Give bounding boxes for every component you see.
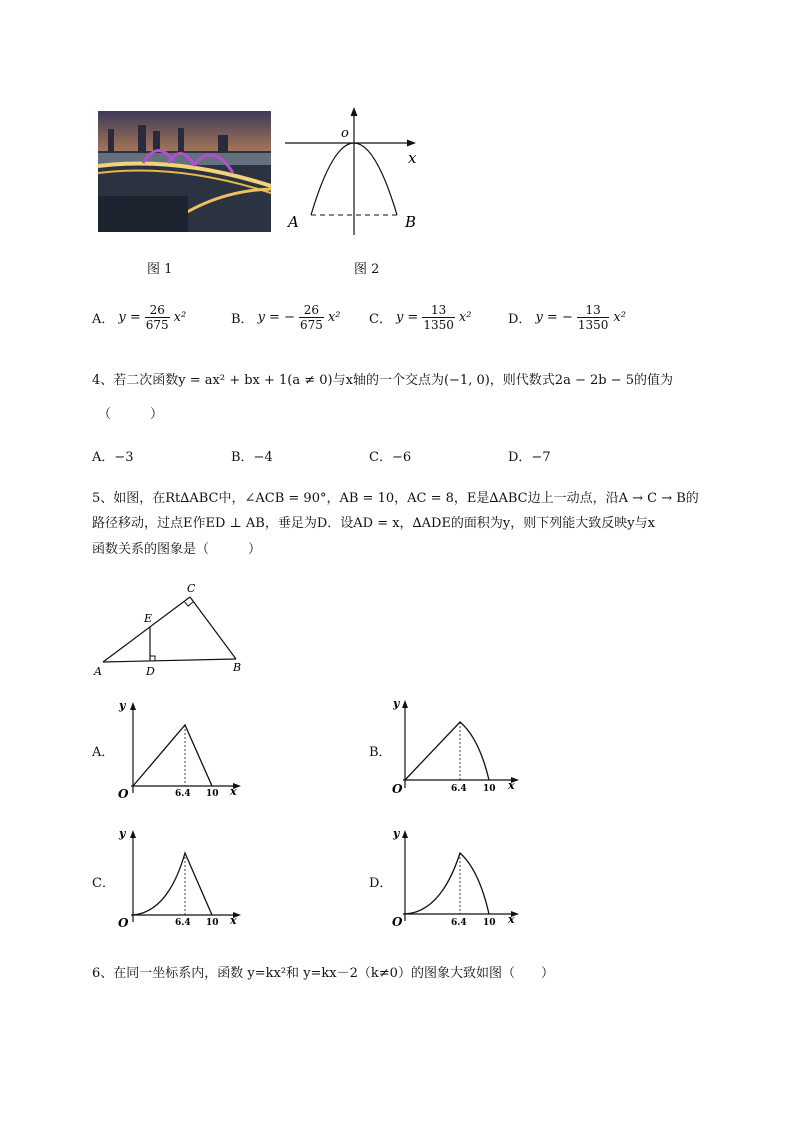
graph-option-c	[113, 826, 243, 928]
option-prefix: y = −	[257, 310, 295, 325]
option-letter: B．	[231, 312, 254, 327]
graph-origin-label: O	[392, 782, 403, 796]
graph-x-label: x	[230, 914, 237, 927]
graph-origin-label: O	[118, 787, 129, 798]
fraction-numerator: 13	[577, 303, 610, 318]
fig2-a-label: A	[288, 213, 299, 231]
parabola-figure	[280, 105, 430, 240]
graph-origin-label: O	[392, 915, 403, 928]
option-letter: D．	[508, 312, 532, 327]
fraction-denominator: 675	[299, 318, 323, 332]
graph-y-label: y	[393, 697, 400, 710]
q4-question-text: 4、若二次函数y = ax² + bx + 1(a ≠ 0)与x轴的一个交点为(−1, 0)，则代数式2a − 2b − 5的值为	[92, 373, 674, 388]
graph-origin-label: O	[118, 916, 129, 928]
fig2-b-label: B	[405, 213, 417, 231]
option-letter: C．	[369, 312, 392, 327]
q5-option-a[interactable]: A．	[92, 745, 115, 760]
fig2-x-label: x	[408, 149, 417, 167]
triangle-label-d: D	[146, 665, 155, 678]
graph-end-label: 10	[206, 918, 219, 928]
graph-x-label: x	[508, 913, 515, 926]
q3-option-d[interactable]	[508, 303, 626, 332]
graph-peak-label: 6.4	[175, 789, 191, 798]
fraction-numerator: 13	[422, 303, 455, 318]
q4-option-b[interactable]: B．−4	[231, 450, 273, 465]
triangle-label-b: B	[233, 661, 242, 674]
q6-question-text: 6、在同一坐标系内，函数 y=kx²和 y=kx－2（k≠0）的图象大致如图（ ）	[92, 966, 554, 981]
option-prefix: y = −	[535, 310, 573, 325]
q3-option-c[interactable]	[369, 303, 471, 332]
graph-option-b	[391, 696, 521, 796]
graph-option-a	[113, 698, 243, 798]
fraction-denominator: 675	[145, 318, 169, 332]
q5-question-line-1: 5、如图，在Rt∆ABC中，∠ACB = 90°，AB = 10，AC = 8，E是∆ABC边上一动点，沿A → C → B的	[92, 491, 699, 506]
option-suffix: x²	[173, 310, 187, 325]
bridge-photo	[98, 111, 271, 232]
graph-y-label: y	[119, 827, 126, 840]
graph-y-label: y	[119, 699, 126, 712]
option-prefix: y =	[395, 310, 419, 325]
triangle-figure	[92, 580, 252, 680]
fig1-caption: 图 1	[147, 262, 173, 277]
triangle-label-e: E	[144, 612, 153, 625]
graph-x-label: x	[508, 779, 515, 792]
fraction-denominator: 1350	[423, 318, 454, 332]
fig2-caption: 图 2	[354, 262, 380, 277]
graph-end-label: 10	[483, 784, 496, 794]
fraction-numerator: 26	[145, 303, 170, 318]
graph-option-d	[391, 826, 521, 928]
option-prefix: y =	[118, 310, 141, 325]
q3-option-a[interactable]	[92, 303, 186, 332]
q5-option-d[interactable]: D．	[369, 876, 393, 891]
q4-option-a[interactable]: A．−3	[92, 450, 134, 465]
graph-peak-label: 6.4	[451, 918, 467, 928]
triangle-label-a: A	[94, 665, 102, 678]
option-suffix: x²	[327, 310, 341, 325]
graph-peak-label: 6.4	[451, 784, 467, 794]
q4-answer-blank: （ ）	[98, 407, 164, 422]
graph-peak-label: 6.4	[175, 918, 191, 928]
fraction-denominator: 1350	[577, 318, 609, 332]
graph-y-label: y	[393, 827, 400, 840]
q5-option-b[interactable]: B．	[369, 745, 392, 760]
q4-option-d[interactable]: D．−7	[508, 450, 551, 465]
option-suffix: x²	[613, 310, 626, 325]
fraction-numerator: 26	[299, 303, 324, 318]
option-letter: A．	[92, 312, 115, 327]
q3-option-b[interactable]	[231, 303, 340, 332]
q5-option-c[interactable]: C．	[92, 876, 115, 891]
triangle-label-c: C	[187, 582, 196, 595]
graph-x-label: x	[230, 785, 237, 798]
graph-end-label: 10	[206, 789, 219, 798]
graph-end-label: 10	[483, 918, 496, 928]
fig2-origin-label: o	[341, 126, 349, 141]
q5-question-line-2: 路径移动，过点E作ED ⊥ AB，垂足为D．设AD = x，∆ADE的面积为y，则下列能大致反映y与x	[92, 516, 655, 531]
option-suffix: x²	[458, 310, 472, 325]
q4-option-c[interactable]: C．−6	[369, 450, 412, 465]
q5-question-line-3: 函数关系的图象是（ ）	[92, 542, 262, 557]
